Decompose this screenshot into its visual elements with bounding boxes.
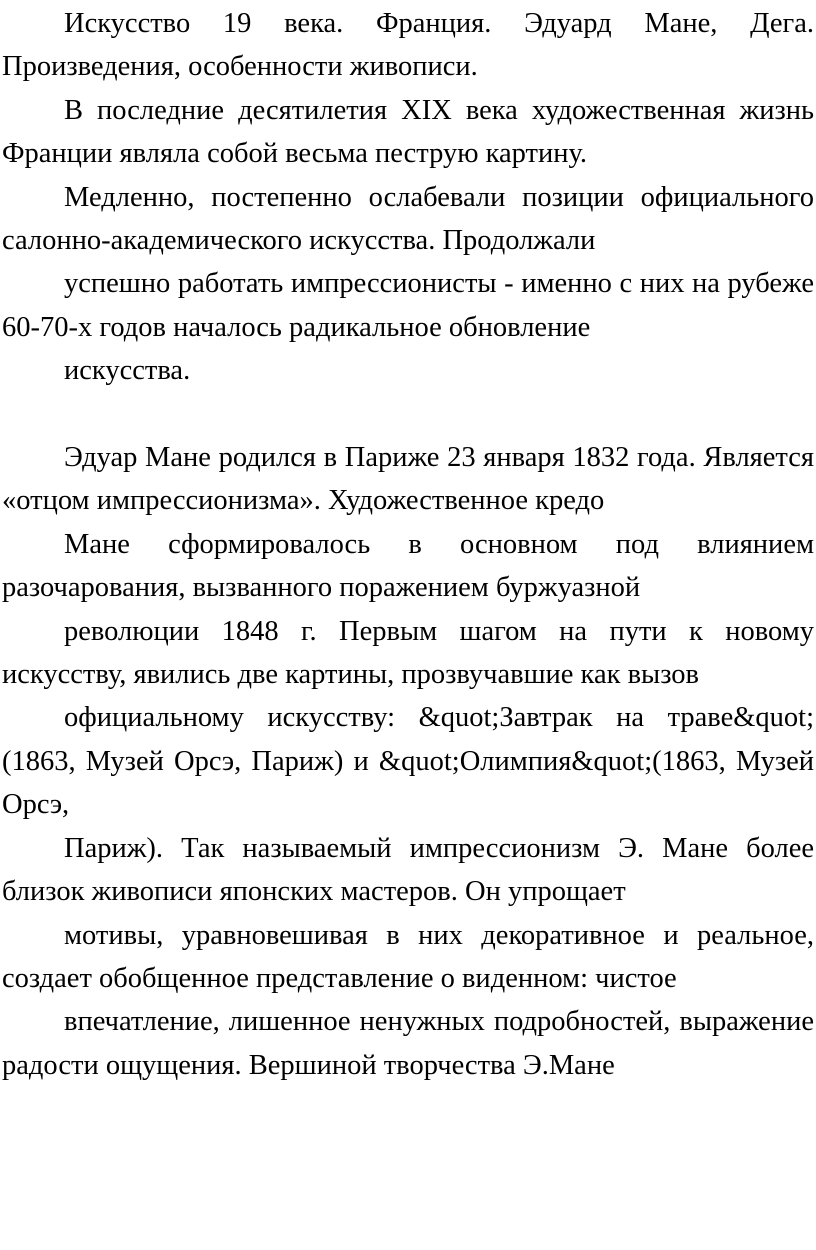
paragraph: Медленно, постепенно ослабевали позиции официального салонно-академического искусства. Продолжали: [2, 181, 814, 257]
paragraph: В последние десятилетия XIX века художественная жизнь Франции являла собой весьма пеструю картину.: [2, 94, 814, 170]
paragraph: официальному искусству: &quot;Завтрак на траве&quot; (1863, Музей Орсэ, Париж) и &quot;Олимпия&quot;(1863, Музей Орсэ,: [2, 702, 814, 821]
paragraph: мотивы, уравновешивая в них декоративное и реальное, создает обобщенное представление о виденном: чистое: [2, 919, 814, 994]
paragraph: Эдуар Мане родился в Париже 23 января 1832 года. Является «отцом импрессионизма». Художественное кредо: [2, 442, 814, 517]
paragraph: Париж). Так называемый импрессионизм Э. Мане более близок живописи японских мастеров. Он упрощает: [2, 832, 814, 908]
paragraph-title: Искусство 19 века. Франция. Эдуард Мане, Дега. Произведения, особенности живописи.: [2, 8, 814, 83]
paragraph: успешно работать импрессионисты - именно с них на рубеже 60-70-х годов началось радикальное обновление: [2, 268, 814, 343]
paragraph: революции 1848 г. Первым шагом на пути к новому искусству, явились две картины, прозвучавшие как вызов: [2, 615, 814, 691]
paragraph: Мане сформировалось в основном под влиянием разочарования, вызванного поражением буржуазной: [2, 528, 814, 604]
blank-line: [2, 393, 814, 436]
paragraph: впечатление, лишенное ненужных подробностей, выражение радости ощущения. Вершиной творчества Э.Мане: [2, 1006, 814, 1081]
paragraph: искусства.: [64, 355, 191, 387]
